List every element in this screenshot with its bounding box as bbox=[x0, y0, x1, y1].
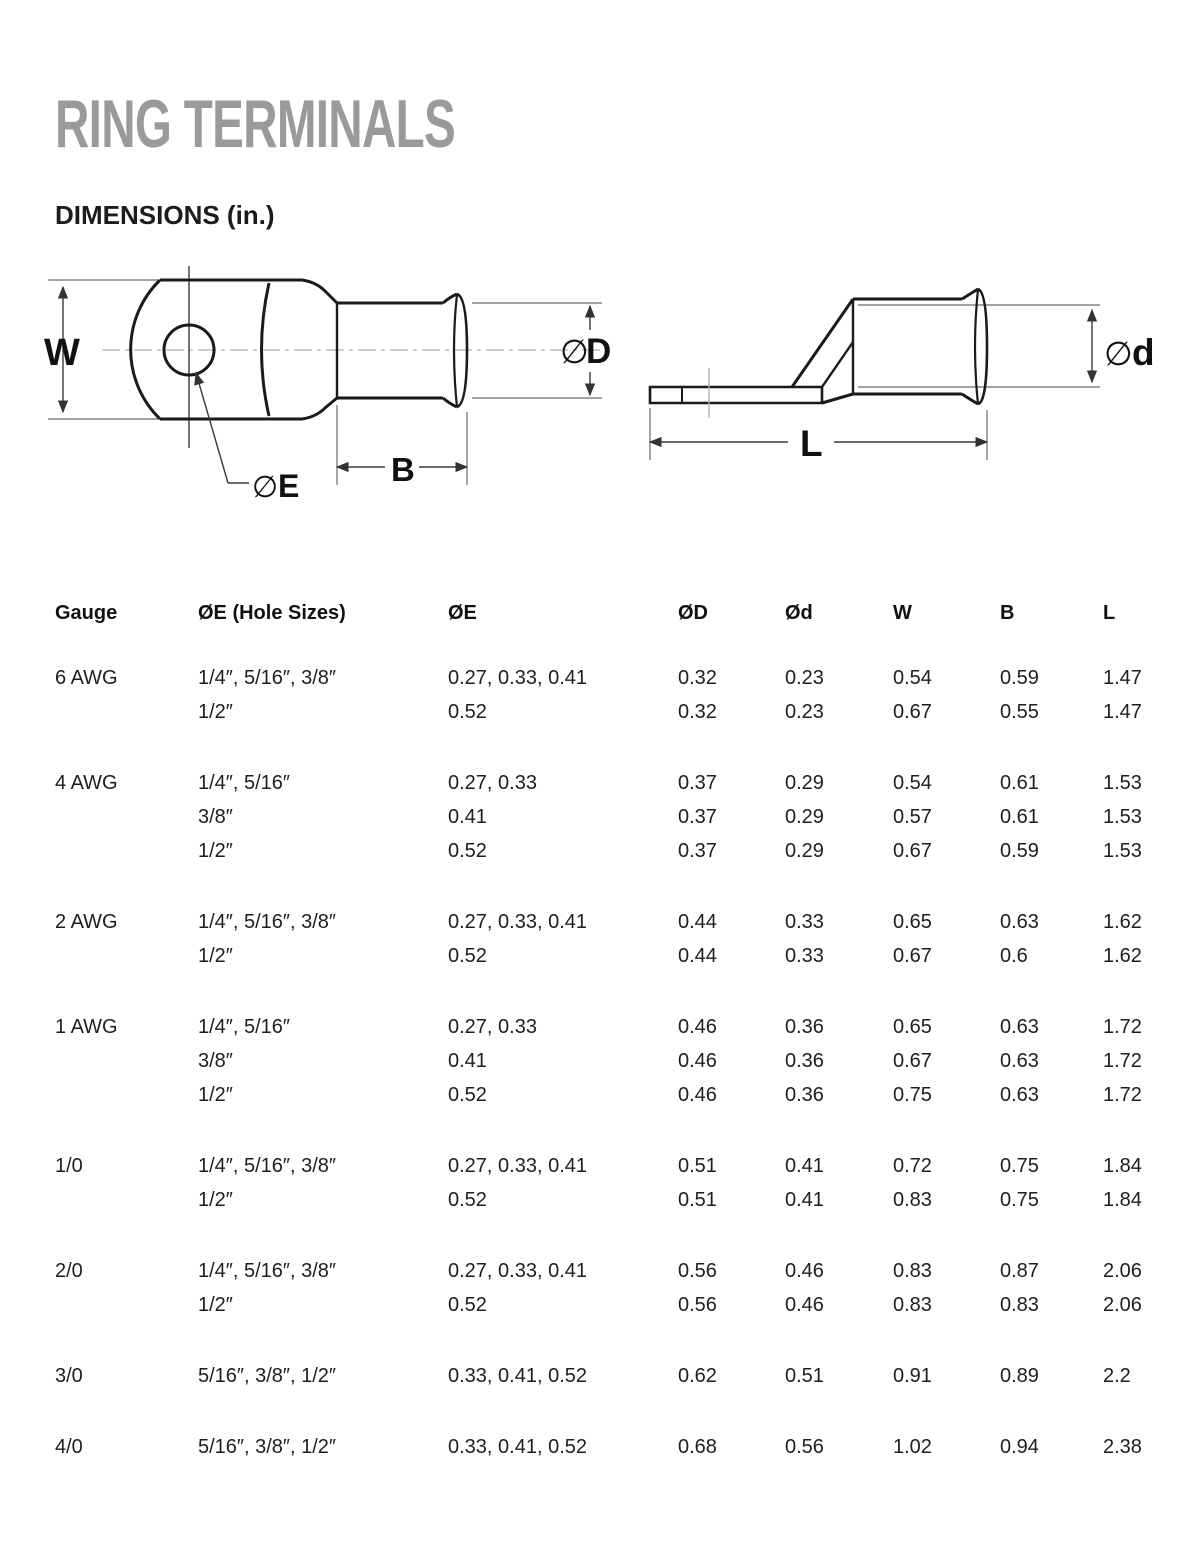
table-cell: 1/4″, 5/16″, 3/8″ bbox=[198, 911, 336, 933]
table-cell: 0.46 bbox=[785, 1294, 824, 1316]
table-cell: 0.63 bbox=[1000, 1084, 1039, 1106]
dimensions-table-body bbox=[55, 661, 1165, 1464]
cone-lower-edge bbox=[822, 394, 853, 403]
table-cell: 1 AWG bbox=[55, 1016, 118, 1038]
cone-inner-edge bbox=[822, 342, 853, 387]
table-cell: 3/0 bbox=[55, 1365, 83, 1387]
table-row bbox=[55, 939, 1165, 973]
table-cell: 0.56 bbox=[785, 1436, 824, 1458]
table-cell: 0.87 bbox=[1000, 1260, 1039, 1282]
table-cell: 1/2″ bbox=[198, 1294, 233, 1316]
table-cell: 0.44 bbox=[678, 945, 717, 967]
table-cell: 1.53 bbox=[1103, 806, 1142, 828]
table-cell: 1.53 bbox=[1103, 772, 1142, 794]
table-cell: 0.67 bbox=[893, 840, 932, 862]
table-cell: 2 AWG bbox=[55, 911, 118, 933]
side-view-drawing bbox=[650, 289, 1155, 464]
table-cell: 1/2″ bbox=[198, 701, 233, 723]
table-cell: 0.56 bbox=[678, 1294, 717, 1316]
table-cell: 0.27, 0.33, 0.41 bbox=[448, 1155, 588, 1177]
table-cell: 0.37 bbox=[678, 806, 717, 828]
table-cell: 0.52 bbox=[448, 701, 487, 723]
dimensions-table bbox=[55, 596, 1165, 1501]
table-cell: 0.41 bbox=[785, 1155, 824, 1177]
flare-top bbox=[443, 294, 457, 303]
table-cell: 0.41 bbox=[785, 1189, 824, 1211]
table-cell: 0.46 bbox=[785, 1260, 824, 1282]
table-cell: 1/2″ bbox=[198, 945, 233, 967]
table-cell: 0.91 bbox=[893, 1365, 932, 1387]
table-cell: 1/2″ bbox=[198, 1189, 233, 1211]
page-title: RING TERMINALS bbox=[55, 86, 456, 162]
table-cell: 1.53 bbox=[1103, 840, 1142, 862]
table-cell: 0.46 bbox=[678, 1050, 717, 1072]
table-cell: 0.27, 0.33 bbox=[448, 1016, 537, 1038]
l-dimension-label: L bbox=[800, 423, 823, 464]
table-cell: 0.52 bbox=[448, 1189, 487, 1211]
inner-diameter-dimension bbox=[1092, 310, 1155, 382]
table-cell: 0.23 bbox=[785, 667, 824, 689]
table-cell: 0.75 bbox=[1000, 1155, 1039, 1177]
table-cell: 0.67 bbox=[893, 701, 932, 723]
phi-symbol: ∅ bbox=[560, 333, 589, 370]
table-cell: 0.55 bbox=[1000, 701, 1039, 723]
table-cell: 0.83 bbox=[893, 1294, 932, 1316]
table-cell: 0.36 bbox=[785, 1050, 824, 1072]
table-cell: 0.89 bbox=[1000, 1365, 1039, 1387]
table-cell: 1/0 bbox=[55, 1155, 83, 1177]
table-cell: 4/0 bbox=[55, 1436, 83, 1458]
column-header-gauge: Gauge bbox=[55, 602, 118, 624]
head-bottom-edge bbox=[160, 398, 337, 419]
table-cell: 4 AWG bbox=[55, 772, 118, 794]
table-row bbox=[55, 1430, 1165, 1464]
table-cell: 0.65 bbox=[893, 911, 932, 933]
w-dimension-label: W bbox=[44, 332, 80, 374]
table-row bbox=[55, 695, 1165, 729]
table-cell: 0.94 bbox=[1000, 1436, 1039, 1458]
table-row bbox=[55, 834, 1165, 868]
table-cell: 0.68 bbox=[678, 1436, 717, 1458]
table-cell: 0.51 bbox=[678, 1155, 717, 1177]
table-cell: 0.63 bbox=[1000, 911, 1039, 933]
column-header-od-small: Ød bbox=[785, 602, 813, 624]
table-cell: 0.83 bbox=[1000, 1294, 1039, 1316]
table-cell: 0.41 bbox=[448, 1050, 487, 1072]
table-group bbox=[55, 766, 1165, 868]
column-header-hole-sizes: ØE (Hole Sizes) bbox=[198, 602, 346, 624]
table-cell: 0.52 bbox=[448, 840, 487, 862]
table-cell: 2.06 bbox=[1103, 1260, 1142, 1282]
id-dimension-label: d bbox=[1132, 332, 1155, 373]
tongue-outline bbox=[650, 387, 822, 403]
table-cell: 1.47 bbox=[1103, 667, 1142, 689]
table-cell: 0.33 bbox=[785, 945, 824, 967]
table-cell: 0.52 bbox=[448, 1294, 487, 1316]
rim-inner-edge bbox=[975, 289, 978, 404]
table-cell: 5/16″, 3/8″, 1/2″ bbox=[198, 1365, 336, 1387]
l-dimension bbox=[650, 408, 987, 464]
table-cell: 0.36 bbox=[785, 1016, 824, 1038]
column-header-b: B bbox=[1000, 602, 1015, 624]
table-cell: 0.52 bbox=[448, 945, 487, 967]
table-cell: 0.33, 0.41, 0.52 bbox=[448, 1436, 588, 1458]
flare-bottom bbox=[962, 394, 978, 404]
table-cell: 2.06 bbox=[1103, 1294, 1142, 1316]
table-cell: 0.75 bbox=[893, 1084, 932, 1106]
phi-symbol: ∅ bbox=[252, 471, 279, 504]
table-row bbox=[55, 800, 1165, 834]
table-cell: 1.02 bbox=[893, 1436, 932, 1458]
table-cell: 3/8″ bbox=[198, 1050, 233, 1072]
table-cell: 0.51 bbox=[785, 1365, 824, 1387]
table-cell: 0.41 bbox=[448, 806, 487, 828]
table-cell: 0.32 bbox=[678, 667, 717, 689]
table-cell: 0.36 bbox=[785, 1084, 824, 1106]
flare-top bbox=[962, 289, 978, 299]
table-cell: 0.37 bbox=[678, 772, 717, 794]
table-cell: 1/2″ bbox=[198, 1084, 233, 1106]
table-cell: 1.62 bbox=[1103, 911, 1142, 933]
table-cell: 1.47 bbox=[1103, 701, 1142, 723]
table-row bbox=[55, 1254, 1165, 1288]
table-cell: 0.33, 0.41, 0.52 bbox=[448, 1365, 588, 1387]
table-cell: 0.61 bbox=[1000, 806, 1039, 828]
table-cell: 0.27, 0.33 bbox=[448, 772, 537, 794]
table-group bbox=[55, 905, 1165, 973]
table-cell: 0.54 bbox=[893, 772, 932, 794]
phi-symbol: ∅ bbox=[1104, 335, 1133, 372]
table-cell: 0.27, 0.33, 0.41 bbox=[448, 667, 588, 689]
column-header-l: L bbox=[1103, 602, 1116, 624]
hole-diameter-leader bbox=[196, 373, 299, 504]
table-cell: 0.65 bbox=[893, 1016, 932, 1038]
cone-upper-edge bbox=[792, 299, 853, 387]
table-row bbox=[55, 766, 1165, 800]
table-cell: 0.59 bbox=[1000, 667, 1039, 689]
b-dimension bbox=[337, 405, 467, 488]
table-cell: 1.72 bbox=[1103, 1016, 1142, 1038]
table-cell: 0.33 bbox=[785, 911, 824, 933]
table-group bbox=[55, 1430, 1165, 1464]
table-cell: 0.83 bbox=[893, 1189, 932, 1211]
table-cell: 1.72 bbox=[1103, 1084, 1142, 1106]
table-cell: 0.32 bbox=[678, 701, 717, 723]
dimensions-heading: DIMENSIONS (in.) bbox=[55, 200, 275, 230]
table-cell: 1/4″, 5/16″ bbox=[198, 772, 291, 794]
table-cell: 0.62 bbox=[678, 1365, 717, 1387]
table-group bbox=[55, 1254, 1165, 1322]
column-header-od: ØD bbox=[678, 602, 708, 624]
table-cell: 0.37 bbox=[678, 840, 717, 862]
table-row bbox=[55, 1078, 1165, 1112]
table-cell: 3/8″ bbox=[198, 806, 233, 828]
table-cell: 0.72 bbox=[893, 1155, 932, 1177]
table-row bbox=[55, 905, 1165, 939]
table-cell: 2.38 bbox=[1103, 1436, 1142, 1458]
table-cell: 2.2 bbox=[1103, 1365, 1131, 1387]
table-group bbox=[55, 661, 1165, 729]
table-group bbox=[55, 1359, 1165, 1393]
table-header-row bbox=[55, 596, 1165, 630]
table-cell: 0.67 bbox=[893, 1050, 932, 1072]
column-header-w: W bbox=[893, 602, 912, 624]
table-cell: 0.61 bbox=[1000, 772, 1039, 794]
table-cell: 1/4″, 5/16″, 3/8″ bbox=[198, 667, 336, 689]
flare-bottom bbox=[443, 398, 457, 407]
e-dimension-label: E bbox=[278, 468, 300, 504]
top-view-drawing bbox=[44, 266, 611, 504]
table-cell: 0.29 bbox=[785, 840, 824, 862]
table-cell: 2/0 bbox=[55, 1260, 83, 1282]
table-row bbox=[55, 1183, 1165, 1217]
table-cell: 0.59 bbox=[1000, 840, 1039, 862]
table-cell: 0.46 bbox=[678, 1016, 717, 1038]
table-cell: 1/4″, 5/16″, 3/8″ bbox=[198, 1260, 336, 1282]
table-row bbox=[55, 1359, 1165, 1393]
od-dimension-label: D bbox=[586, 332, 612, 371]
table-cell: 0.27, 0.33, 0.41 bbox=[448, 911, 588, 933]
table-cell: 0.23 bbox=[785, 701, 824, 723]
table-cell: 1.62 bbox=[1103, 945, 1142, 967]
table-cell: 0.57 bbox=[893, 806, 932, 828]
table-cell: 0.63 bbox=[1000, 1016, 1039, 1038]
table-row bbox=[55, 661, 1165, 695]
table-cell: 0.27, 0.33, 0.41 bbox=[448, 1260, 588, 1282]
table-cell: 0.63 bbox=[1000, 1050, 1039, 1072]
table-cell: 0.46 bbox=[678, 1084, 717, 1106]
b-dimension-label: B bbox=[391, 451, 415, 488]
table-cell: 1/2″ bbox=[198, 840, 233, 862]
table-cell: 0.56 bbox=[678, 1260, 717, 1282]
table-cell: 6 AWG bbox=[55, 667, 118, 689]
table-cell: 0.29 bbox=[785, 806, 824, 828]
table-cell: 1/4″, 5/16″, 3/8″ bbox=[198, 1155, 336, 1177]
column-header-oe: ØE bbox=[448, 602, 477, 624]
table-row bbox=[55, 1288, 1165, 1322]
table-cell: 0.67 bbox=[893, 945, 932, 967]
table-cell: 5/16″, 3/8″, 1/2″ bbox=[198, 1436, 336, 1458]
table-cell: 0.29 bbox=[785, 772, 824, 794]
ring-terminal-drawings bbox=[40, 250, 1165, 520]
table-cell: 0.75 bbox=[1000, 1189, 1039, 1211]
table-cell: 1.84 bbox=[1103, 1189, 1142, 1211]
table-cell: 1.72 bbox=[1103, 1050, 1142, 1072]
table-group bbox=[55, 1010, 1165, 1112]
table-row bbox=[55, 1149, 1165, 1183]
table-cell: 0.51 bbox=[678, 1189, 717, 1211]
table-cell: 0.83 bbox=[893, 1260, 932, 1282]
table-cell: 0.52 bbox=[448, 1084, 487, 1106]
table-cell: 1/4″, 5/16″ bbox=[198, 1016, 291, 1038]
head-top-edge bbox=[160, 280, 337, 303]
table-cell: 1.84 bbox=[1103, 1155, 1142, 1177]
table-cell: 0.44 bbox=[678, 911, 717, 933]
table-cell: 0.54 bbox=[893, 667, 932, 689]
table-row bbox=[55, 1010, 1165, 1044]
table-cell: 0.6 bbox=[1000, 945, 1028, 967]
table-row bbox=[55, 1044, 1165, 1078]
table-group bbox=[55, 1149, 1165, 1217]
